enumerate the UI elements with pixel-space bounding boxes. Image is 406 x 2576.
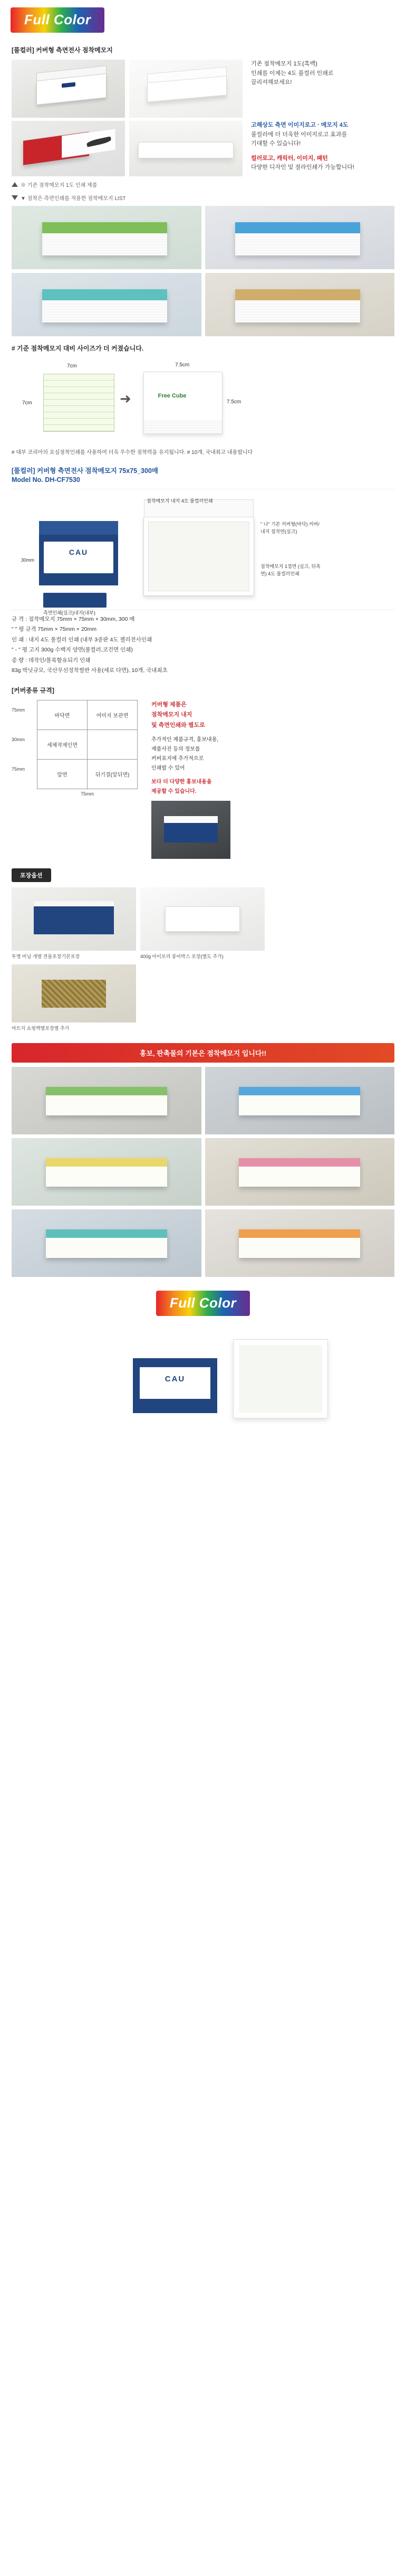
intro-section [0,45,406,336]
cell-floor: 바닥면 [37,700,88,730]
packaging-item-1 [12,887,136,961]
promo-section [0,1043,406,1277]
cover-spec-title: [커버종류 규격] [12,686,54,694]
caption-1-line-2: 인쇄를 이제는 4도 풀컬러 인쇄로 [251,70,334,77]
cell-memo-area: 여미지 보관면 [88,700,138,730]
cover-desc-8: 보다 더 다양한 홍보내용을 [151,779,212,785]
photo-memo-green [12,206,201,269]
photo-promo-6 [205,1209,395,1277]
spec-item: 83g 박닛규모, 국산무선정착썰반 사용(세로 다면), 10개, 국내최초 [12,667,168,674]
photo-promo-1 [12,1067,201,1134]
packaging-item-3 [12,964,136,1033]
photo-promo-2 [205,1067,395,1134]
cover-spec-table [37,700,138,789]
triangle-down-icon [12,195,18,200]
photo-memo-stack-plain [129,121,243,176]
caption-3-line-2: 다양한 디자인 및 절라인쇄가 가능합니다! [251,164,354,171]
photo-packaging-box [140,887,265,951]
size-note: # 기준 점착메모지 대비 사이즈가 더 커졌습니다. [12,345,144,352]
packaging-grid [12,887,394,961]
cover-desc-3: 및 측면인쇄와 별도로 [151,722,205,729]
product-diagram [12,489,394,615]
product-spec-list [12,614,394,676]
caption-1-line-1: 기존 점착메모지 1도(흑백) [251,61,317,67]
packaging-item-3-spacer [269,887,393,961]
cover-desc-2: 점착메모지 내지 [151,712,192,718]
callout-right-bottom: 점착메모지 1겹면 (실크, 뒤측면) 4도 풀컬러인쇄 [260,564,321,576]
cover-dim-left-3: 75mm [12,766,25,772]
caption-2-line-1: 고해상도 측면 이미지로고 · 메모지 4도 [251,122,349,128]
cover-table-wrap [37,700,138,859]
packaging-item-2 [140,887,265,961]
photo-memo-box-red [12,121,125,176]
bottom-product-photo [12,1323,394,1434]
caption-2-line-2: 풀컬러에 더 더욱한 이미지로고 효과를 [251,131,347,138]
bottom-section [0,1291,406,1450]
size-section [0,344,406,457]
cover-desc-7: 인쇄할 수 있어 [151,765,185,771]
callout-inner-top: 점착메모지 내지 4도 풀컬러인쇄 [147,498,213,504]
callout-left-dim: 30mm [21,557,35,563]
caption-2-line-3: 기대할 수 있습니다! [251,140,301,147]
cover-dim-left-2: 30mm [12,736,25,742]
diagram-small-box [43,593,107,608]
cover-desc-1: 커버형 제품은 [151,701,187,708]
cover-desc-5: 제품사진 등의 정보를 [151,746,200,752]
dim-right-height: 7.5cm [227,399,241,405]
cover-dim-left-col [12,700,30,859]
size-caption: # 대부 코리아의 요심점착인쇄를 사용하여 더욱 우수한 점착력을 유지됩니다. # 10개, 국내최고 내용합니다 [12,450,253,456]
dim-left-height: 7cm [22,400,32,406]
cover-dim-bottom: 75mm [80,791,94,797]
cell-side: 세체작제인면 [37,730,88,759]
promo-banner: 홍보, 판촉물의 기본은 점착메모지 입니다!! [12,1043,394,1063]
packaging-section [0,859,406,1033]
caption-3-line-1: 컬러로고, 캐릭터, 이미지, 패턴 [251,155,328,162]
cell-blank [88,730,138,759]
spec-item: 규 격 : 점착메모지 75mm × 75mm × 30mm, 300 매 [12,616,135,622]
promo-gallery [12,1067,394,1277]
spec-item: 중 량 : 데작인/볼록함유되기 인쇄 [12,657,91,664]
full-color-logo-bottom [156,1291,250,1316]
photo-memo-blue [205,206,395,269]
photo-memo-aqua [12,273,201,336]
table-row [37,730,138,759]
spec-item: " " 평 규격 75mm × 75mm × 20mm [12,626,97,633]
dim-left-width: 7cm [67,363,77,369]
bottom-open-box [233,1339,328,1418]
table-row [37,700,138,730]
size-pad-old [43,374,114,432]
intro-photo-row-1 [12,60,394,118]
photo-memo-box-white [12,60,125,118]
intro-caption-1 [247,60,394,118]
cover-desc-4: 추가적인 제품규격, 홍보내용, [151,736,219,743]
full-color-logo [11,7,104,33]
diagram-box-brand: CAU [69,548,89,557]
product-title: [풀컬러] 커버형 측면전사 점착메모지 75x75_300매 [12,467,158,475]
intro-downnote [12,194,394,202]
arrow-right-icon: ➜ [120,391,131,406]
memo-gallery [12,206,394,336]
free-cube-label: Free Cube [158,393,187,400]
cover-desc-9: 제공할 수 있습니다. [151,788,197,794]
spec-item: 인 쇄 : 내지 4도 풀컬러 인쇄 (내부 3종판 4도 젤리전사인쇄 [12,636,152,643]
callout-right-top: " 나" 기본 커버형(바닥) 커버/내지 접착면(실크) [260,522,320,534]
intro-footnote [12,181,394,188]
cell-back: 뒤기결(앞뒤면) [88,759,138,789]
cover-desc-6: 커버표지에 추가적으로 [151,755,204,762]
full-color-logo-bottom-text: Full Color [169,1294,237,1311]
product-section [0,466,406,676]
callout-bottom-label: 측면인쇄(실크)내지(내부) [43,610,95,615]
intro-photo-row-2 [12,121,394,176]
intro-heading: [풀컬러] 커버형 측면전사 점착메모지 [12,46,113,54]
packaging-caption-3: 마트지 쇼핑백별포장별 추가 [12,1026,70,1031]
dim-right-width: 7.5cm [175,362,190,368]
photo-packaging-shopping-bag [12,964,136,1022]
intro-caption-2 [247,121,394,176]
full-color-logo-text: Full Color [24,12,91,27]
bottom-closed-box [133,1358,217,1413]
packaging-title: 포장옵션 [12,868,51,882]
photo-promo-4 [205,1138,395,1206]
product-model: Model No. DH-CF7530 [12,476,80,484]
packaging-caption-2: 400g 아이보리 봉아박스 포장(별도 추가) [140,953,224,959]
photo-desk-box [151,801,230,859]
photo-memo-pad-white [129,60,243,118]
packaging-caption-1: 투명 비닐 개별 견물포장기본포장 [12,953,80,959]
cover-dim-left-1: 75mm [12,707,25,713]
downnote-text: ▼ 점착은 측면인쇄를 적용한 점착메모지 LIST [21,196,126,202]
triangle-up-icon [12,182,18,187]
diagram-closed-box [39,535,118,585]
table-row [37,759,138,789]
cover-spec-section [0,686,406,859]
cover-spec-wrap [12,700,394,859]
spec-item: " - " 평 고지 300g 수백지 양면(풀컬러,코건면 인쇄) [12,647,133,654]
photo-promo-3 [12,1138,201,1206]
photo-packaging-vinyl [12,887,136,951]
brand-banner [0,0,406,40]
caption-1-line-3: 끌리셔해보세요! [251,79,292,86]
photo-memo-tan [205,273,395,336]
size-pad-new [143,372,223,434]
cover-side-description [145,700,394,859]
size-diagram [12,358,394,448]
diagram-open-box [143,517,254,596]
cell-front: 앞면 [37,759,88,789]
photo-promo-5 [12,1209,201,1277]
bottom-box-brand: CAU [165,1374,186,1384]
footnote-text: ※ 기존 점착메모지 1도 인쇄 제품 [21,183,98,188]
